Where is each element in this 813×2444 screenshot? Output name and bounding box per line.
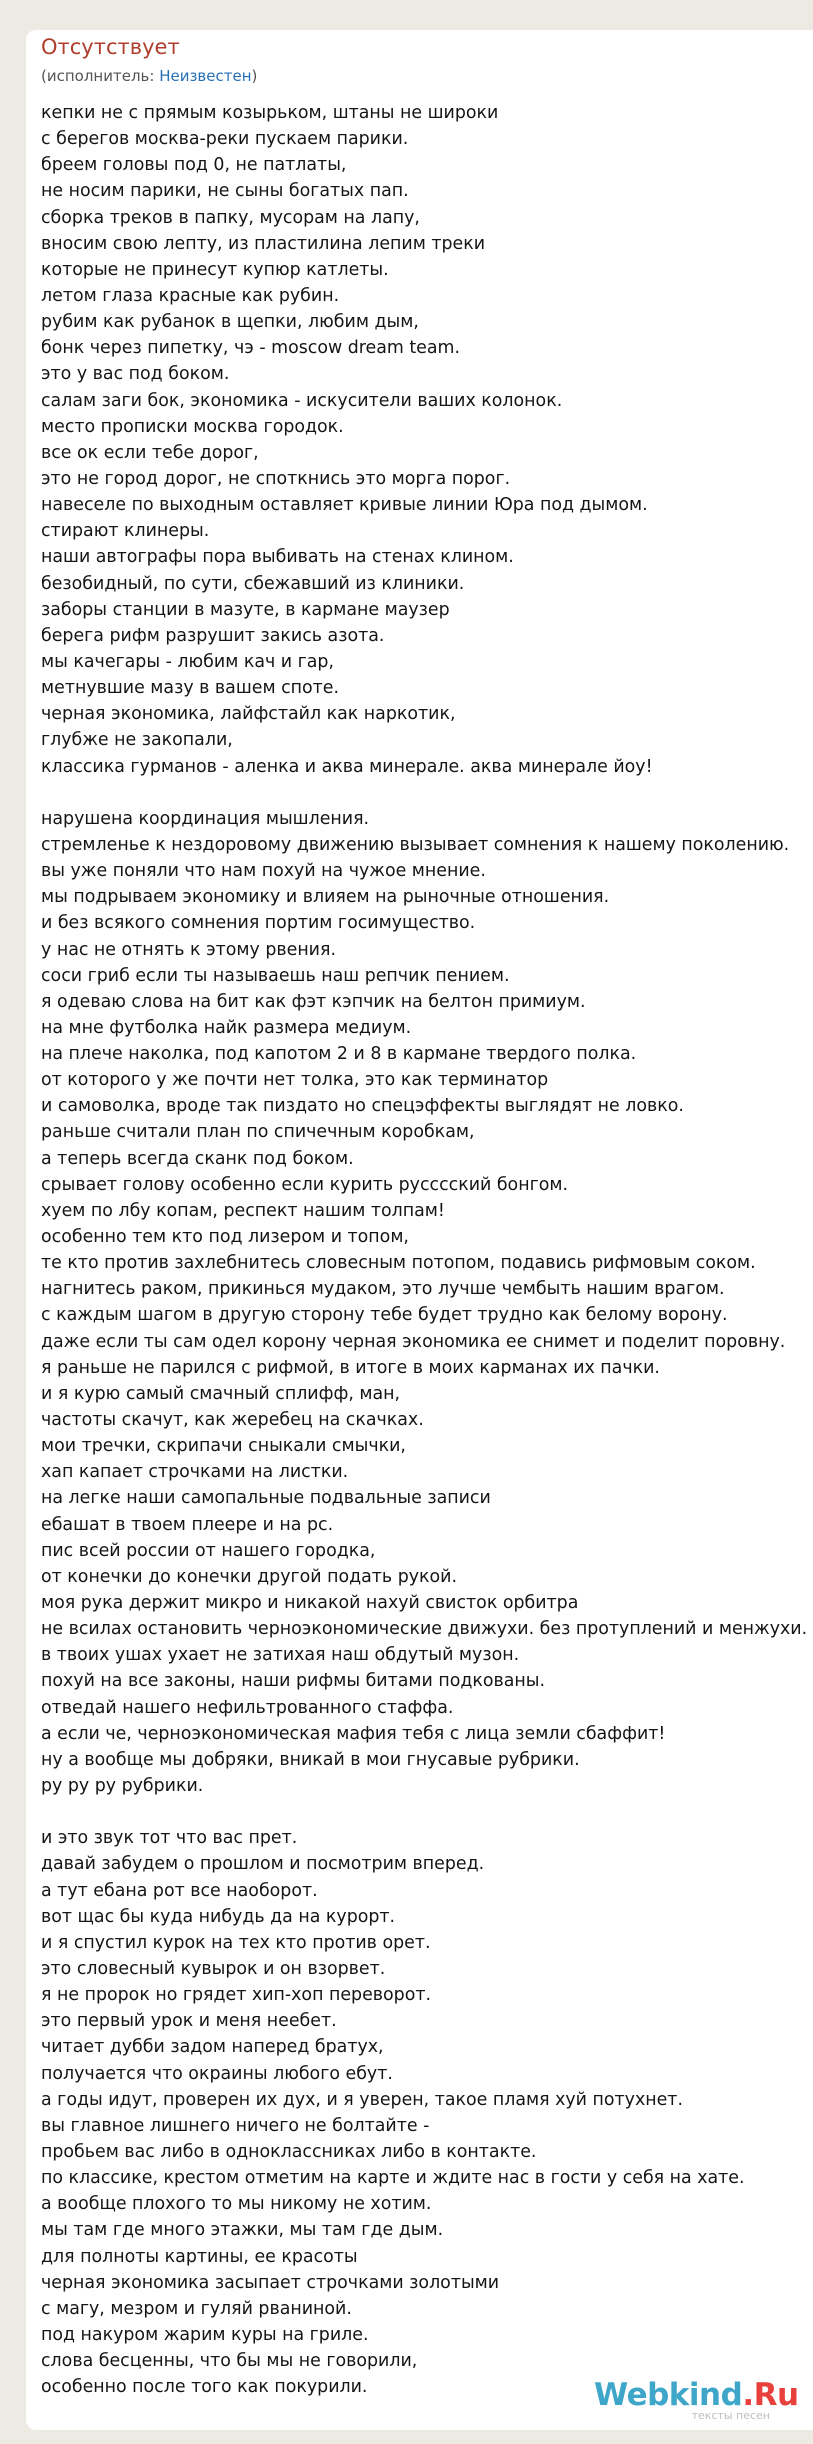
lyric-line: пис всей россии от нашего городка, bbox=[41, 1540, 376, 1561]
lyric-line: хап капает строчками на листки. bbox=[41, 1462, 349, 1483]
lyric-line: а если че, черноэкономическая мафия тебя с лица земли сбаффит! bbox=[41, 1723, 666, 1744]
lyric-line: те кто против захлебнитесь словесным потопом, подавись рифмовым соком. bbox=[41, 1253, 756, 1274]
lyric-line: которые не принесут купюр катлеты. bbox=[41, 259, 389, 280]
lyric-line: срывает голову особенно если курить русccский бонгом. bbox=[41, 1174, 568, 1195]
lyric-line: безобидный, по сути, сбежавший из клиники. bbox=[41, 573, 465, 594]
logo-tld: .Ru bbox=[742, 2377, 799, 2413]
lyric-line: на легке наши самопальные подвальные записи bbox=[41, 1488, 491, 1509]
artist-line bbox=[41, 66, 257, 86]
lyric-line: вы уже поняли что нам похуй на чужое мнение. bbox=[41, 861, 486, 882]
stanza-break bbox=[41, 780, 811, 806]
lyric-line: и это звук тот что вас прет. bbox=[41, 1828, 298, 1849]
lyric-line: салам заги бок, экономика - искусители ваших колонок. bbox=[41, 390, 563, 411]
lyric-line: с берегов москва-реки пускаем парики. bbox=[41, 129, 409, 150]
lyric-line: все ок если тебе дорог, bbox=[41, 442, 259, 463]
webkind-logo[interactable] bbox=[594, 2377, 799, 2422]
lyric-line: бонк через пипетку, чэ - moscow dream team. bbox=[41, 338, 460, 359]
lyric-line: это словесный кувырок и он взорвет. bbox=[41, 1958, 386, 1979]
logo-tagline: тексты песен bbox=[691, 2409, 770, 2422]
lyric-line: и без всякого сомнения портим госимущество. bbox=[41, 913, 476, 934]
lyric-line: особенно тем кто под лизером и топом, bbox=[41, 1227, 409, 1248]
lyric-line: сборка треков в папку, мусорам на лапу, bbox=[41, 207, 420, 228]
lyric-line: и самоволка, вроде так пиздато но спецэффекты выглядят не ловко. bbox=[41, 1096, 684, 1117]
lyric-line: с каждым шагом в другую сторону тебе будет трудно как белому ворону. bbox=[41, 1305, 728, 1326]
lyric-line: а теперь всегда сканк под боком. bbox=[41, 1148, 354, 1169]
logo-brand: Webkind bbox=[594, 2377, 743, 2413]
lyric-line: черная экономика засыпает строчками золотыми bbox=[41, 2272, 500, 2293]
lyrics-body bbox=[41, 100, 811, 2400]
song-title: Отсутствует bbox=[41, 35, 180, 59]
lyric-line: нагнитесь раком, прикинься мудаком, это лучше чембыть нашим врагом. bbox=[41, 1279, 725, 1300]
lyric-line: берега рифм разрушит закись азота. bbox=[41, 625, 385, 646]
lyric-line: в твоих ушах ухает не затихая наш обдутый музон. bbox=[41, 1645, 520, 1666]
lyric-line: давай забудем о прошлом и посмотрим вперед. bbox=[41, 1854, 485, 1875]
lyric-line: от конечки до конечки другой подать рукой. bbox=[41, 1566, 457, 1587]
lyric-line: нарушена координация мышления. bbox=[41, 808, 370, 829]
lyric-line: слова бесценны, что бы мы не говорили, bbox=[41, 2351, 418, 2372]
lyric-line: мои тречки, скрипачи сныкали смычки, bbox=[41, 1436, 406, 1457]
lyric-line: это первый урок и меня неебет. bbox=[41, 2011, 337, 2032]
artist-prefix: (исполнитель: bbox=[41, 67, 160, 85]
lyric-line: ну а вообще мы добряки, вникай в мои гнусавые рубрики. bbox=[41, 1749, 580, 1770]
lyric-line: и я курю самый смачный сплифф, ман, bbox=[41, 1383, 401, 1404]
lyric-line: наши автографы пора выбивать на стенах клином. bbox=[41, 547, 514, 568]
lyric-line: получается что окраины любого ебут. bbox=[41, 2063, 393, 2084]
lyric-line: ебашат в твоем плеере и на pc. bbox=[41, 1514, 334, 1535]
lyric-line: читает дубби задом наперед братух, bbox=[41, 2037, 384, 2058]
lyric-line: и я спустил курок на тех кто против орет. bbox=[41, 1932, 431, 1953]
lyric-line: метнувшие мазу в вашем споте. bbox=[41, 678, 340, 699]
stanza-break bbox=[41, 1799, 811, 1825]
lyric-line: я одеваю слова на бит как фэт кэпчик на белтон примиум. bbox=[41, 991, 586, 1012]
lyric-line: а тут ебана рот все наоборот. bbox=[41, 1880, 318, 1901]
lyric-line: я раньше не парился с рифмой, в итоге в моих карманах их пачки. bbox=[41, 1357, 660, 1378]
lyric-line: соси гриб если ты называешь наш репчик пением. bbox=[41, 965, 510, 986]
lyric-line: навеселе по выходным оставляет кривые линии Юра под дымом. bbox=[41, 495, 648, 516]
lyric-line: хуем по лбу копам, респект нашим толпам! bbox=[41, 1200, 445, 1221]
lyric-line: а годы идут, проверен их дух, и я уверен, такое пламя хуй потухнет. bbox=[41, 2089, 683, 2110]
lyric-line: мы там где много этажки, мы там где дым. bbox=[41, 2220, 444, 2241]
lyric-line: от которого у же почти нет толка, это как терминатор bbox=[41, 1070, 549, 1091]
lyric-line: по классике, крестом отметим на карте и ждите нас в гости у себя на хате. bbox=[41, 2168, 745, 2189]
artist-suffix: ) bbox=[251, 67, 258, 85]
lyric-line: мы подрываем экономику и влияем на рыночные отношения. bbox=[41, 887, 610, 908]
lyric-line: вносим свою лепту, из пластилина лепим треки bbox=[41, 233, 486, 254]
lyric-line: глубже не закопали, bbox=[41, 730, 233, 751]
lyric-line: это у вас под боком. bbox=[41, 364, 230, 385]
lyric-line: не носим парики, не сыны богатых пап. bbox=[41, 181, 409, 202]
lyric-line: даже если ты сам одел корону черная экономика ее снимет и поделит поровну. bbox=[41, 1331, 786, 1352]
lyric-line: похуй на все законы, наши рифмы битами подкованы. bbox=[41, 1671, 546, 1692]
lyric-line: раньше считали план по спичечным коробкам, bbox=[41, 1122, 475, 1143]
lyric-line: рубим как рубанок в щепки, любим дым, bbox=[41, 312, 419, 333]
lyric-line: ру ру ру рубрики. bbox=[41, 1776, 204, 1796]
lyric-line: для полноты картины, ее красоты bbox=[41, 2246, 358, 2267]
lyric-line: не всилах остановить черноэкономические движухи. без протуплений и менжухи. bbox=[41, 1619, 808, 1640]
lyric-line: стирают клинеры. bbox=[41, 521, 210, 542]
lyric-line: вот щас бы куда нибудь да на курорт. bbox=[41, 1906, 396, 1927]
logo-wordmark bbox=[594, 2377, 799, 2413]
lyric-line: на плече наколка, под капотом 2 и 8 в кармане твердого полка. bbox=[41, 1044, 637, 1065]
lyric-line: заборы станции в мазуте, в кармане маузер bbox=[41, 599, 450, 620]
lyric-line: кепки не с прямым козырьком, штаны не широки bbox=[41, 103, 499, 123]
lyric-line: с магу, мезром и гуляй рваниной. bbox=[41, 2298, 352, 2319]
lyric-line: я не пророк но грядет хип-хоп переворот. bbox=[41, 1985, 432, 2006]
lyric-line: бреем головы под 0, не патлаты, bbox=[41, 155, 347, 176]
lyric-line: под накуром жарим куры на гриле. bbox=[41, 2324, 369, 2345]
lyric-line: отведай нашего нефильтрованного стаффа. bbox=[41, 1697, 454, 1718]
lyric-line: черная экономика, лайфстайл как наркотик, bbox=[41, 704, 456, 725]
lyric-line: классика гурманов - аленка и аква минерале. аква минерале йоу! bbox=[41, 756, 653, 777]
lyric-line: пробьем вас либо в одноклассниках либо в контакте. bbox=[41, 2141, 537, 2162]
artist-link[interactable]: Неизвестен bbox=[159, 67, 252, 85]
lyric-line: моя рука держит микро и никакой нахуй свисток орбитра bbox=[41, 1593, 579, 1614]
lyric-line: на мне футболка найк размера медиум. bbox=[41, 1017, 412, 1038]
lyric-line: мы качегары - любим кач и гар, bbox=[41, 651, 334, 672]
lyric-line: у нас не отнять к этому рвения. bbox=[41, 939, 336, 960]
lyric-line: это не город дорог, не споткнись это морга порог. bbox=[41, 468, 511, 489]
lyric-line: место прописки москва городок. bbox=[41, 416, 344, 437]
lyric-line: стремленье к нездоровому движению вызывает сомнения к нашему поколению. bbox=[41, 834, 790, 855]
lyric-line: особенно после того как покурили. bbox=[41, 2377, 368, 2398]
lyric-line: а вообще плохого то мы никому не хотим. bbox=[41, 2194, 432, 2215]
lyric-line: летом глаза красные как рубин. bbox=[41, 285, 340, 306]
lyric-line: частоты скачут, как жеребец на скачках. bbox=[41, 1410, 424, 1431]
lyric-line: вы главное лишнего ничего не болтайте - bbox=[41, 2115, 430, 2136]
